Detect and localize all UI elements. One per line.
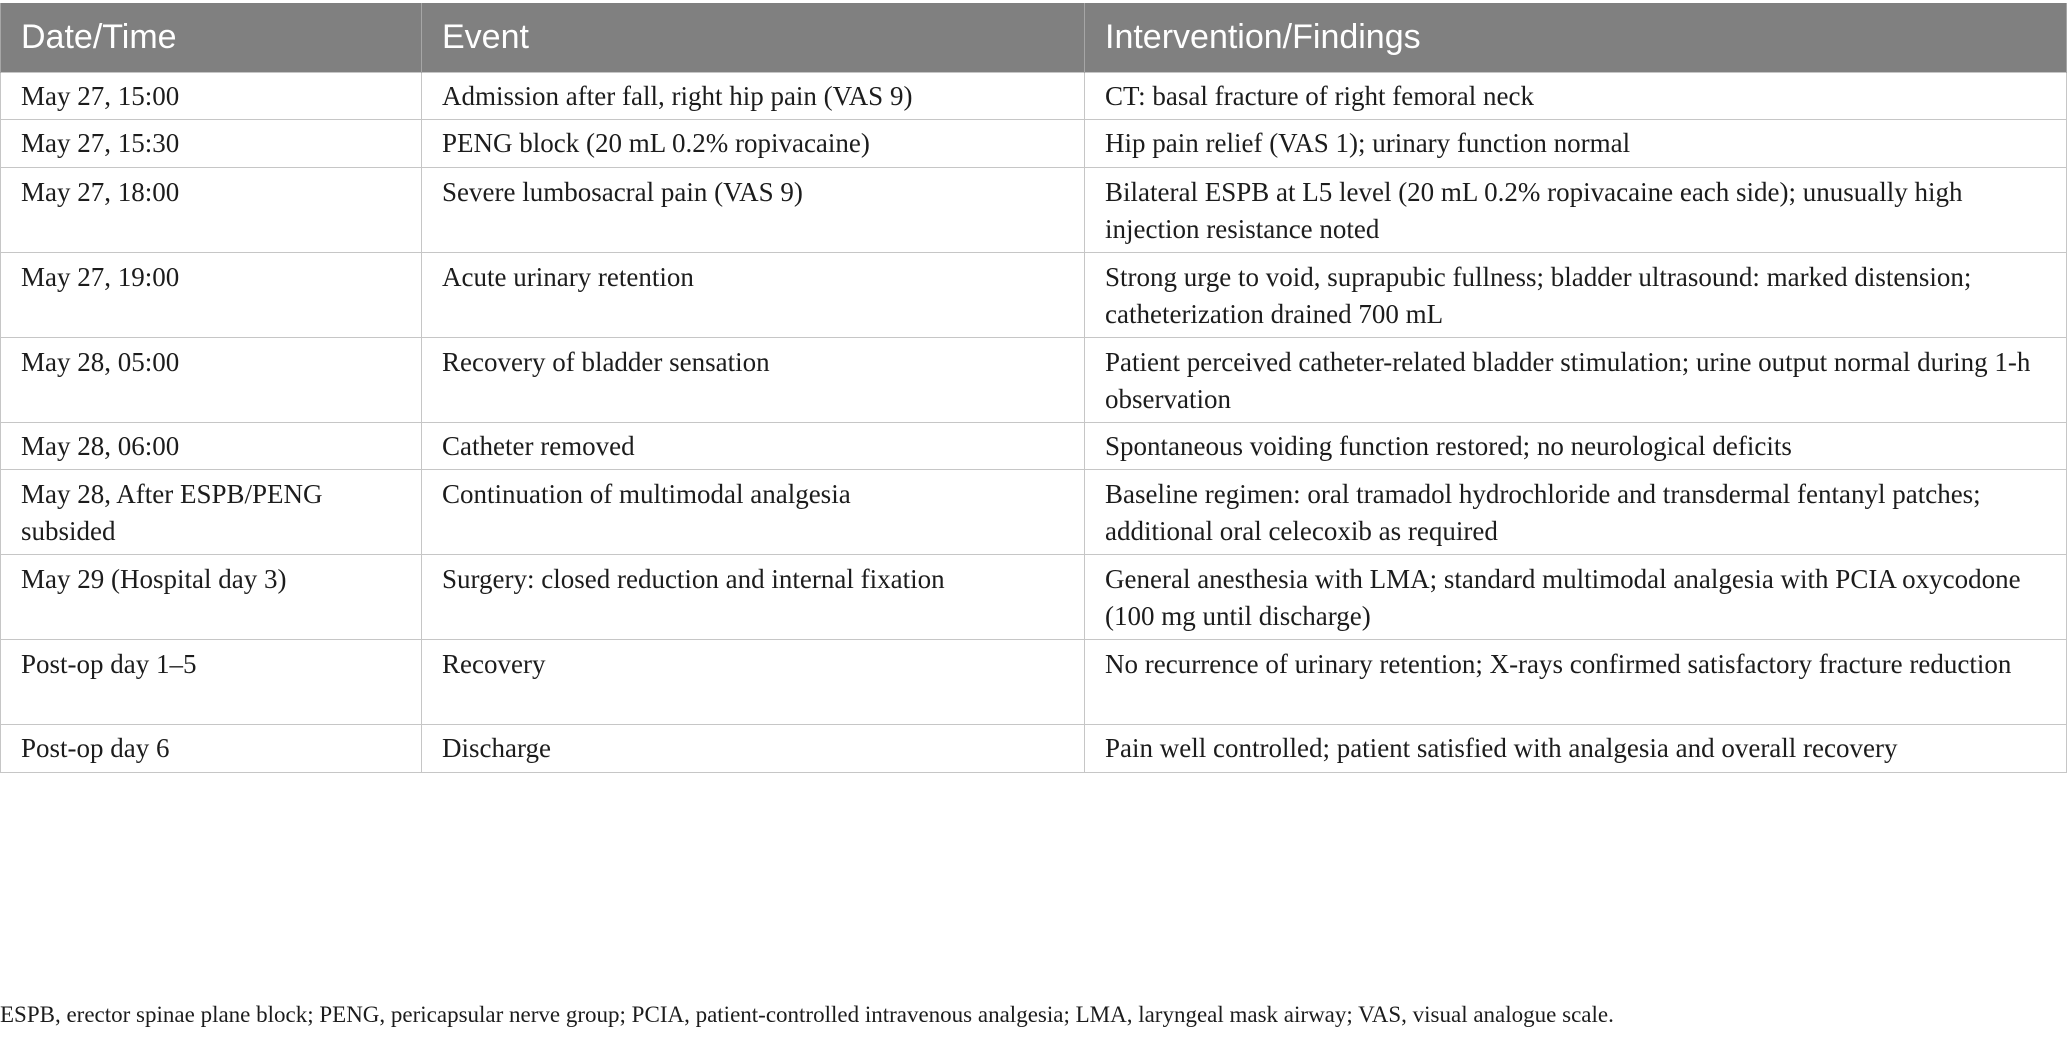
table-row xyxy=(1,639,2067,724)
header-event: Event xyxy=(422,3,1085,72)
cell-text: Post-op day 1–5 xyxy=(21,648,197,679)
cell-text: Baseline regimen: oral tramadol hydrochloride and transdermal fentanyl patches; additional oral celecoxib as required xyxy=(1105,478,1981,546)
header-row xyxy=(1,3,2067,72)
cell-date-time xyxy=(1,554,422,639)
cell-text: May 28, After ESPB/PENG subsided xyxy=(21,478,323,546)
table-row xyxy=(1,119,2067,167)
cell-date-time xyxy=(1,469,422,554)
cell-text: Post-op day 6 xyxy=(21,732,170,763)
cell-text: Recovery xyxy=(442,648,546,679)
cell-event xyxy=(422,252,1085,337)
cell-text: General anesthesia with LMA; standard multimodal analgesia with PCIA oxycodone (100 mg until discharge) xyxy=(1105,563,2021,631)
cell-text: Continuation of multimodal analgesia xyxy=(442,478,851,509)
cell-text: Severe lumbosacral pain (VAS 9) xyxy=(442,176,803,207)
cell-date-time xyxy=(1,252,422,337)
cell-intervention-findings xyxy=(1085,337,2067,422)
cell-text: Hip pain relief (VAS 1); urinary function normal xyxy=(1105,127,1631,158)
cell-text: Acute urinary retention xyxy=(442,261,694,292)
table-row xyxy=(1,469,2067,554)
cell-event xyxy=(422,337,1085,422)
cell-intervention-findings xyxy=(1085,724,2067,772)
cell-event xyxy=(422,422,1085,469)
cell-intervention-findings xyxy=(1085,252,2067,337)
cell-text: May 28, 05:00 xyxy=(21,346,180,377)
cell-event xyxy=(422,167,1085,252)
cell-intervention-findings xyxy=(1085,422,2067,469)
clinical-timeline-table xyxy=(0,3,2067,773)
cell-text: May 27, 19:00 xyxy=(21,261,180,292)
cell-text: May 28, 06:00 xyxy=(21,430,180,461)
cell-text: Pain well controlled; patient satisfied with analgesia and overall recovery xyxy=(1105,732,1898,763)
cell-intervention-findings xyxy=(1085,554,2067,639)
table-row xyxy=(1,554,2067,639)
table-row xyxy=(1,252,2067,337)
cell-text: Discharge xyxy=(442,732,551,763)
table-header xyxy=(1,3,2067,72)
cell-intervention-findings xyxy=(1085,72,2067,119)
cell-text: CT: basal fracture of right femoral neck xyxy=(1105,80,1534,111)
cell-intervention-findings xyxy=(1085,469,2067,554)
cell-text: Patient perceived catheter-related bladder stimulation; urine output normal during 1-h observation xyxy=(1105,346,2031,414)
cell-event xyxy=(422,72,1085,119)
cell-date-time xyxy=(1,337,422,422)
table-row xyxy=(1,72,2067,119)
cell-event xyxy=(422,639,1085,724)
cell-text: PENG block (20 mL 0.2% ropivacaine) xyxy=(442,127,870,158)
cell-text: May 27, 15:00 xyxy=(21,80,180,111)
cell-date-time xyxy=(1,639,422,724)
cell-date-time xyxy=(1,72,422,119)
cell-date-time xyxy=(1,119,422,167)
cell-event xyxy=(422,724,1085,772)
cell-text: Spontaneous voiding function restored; no neurological deficits xyxy=(1105,430,1792,461)
cell-intervention-findings xyxy=(1085,639,2067,724)
table-row xyxy=(1,724,2067,772)
cell-text: Catheter removed xyxy=(442,430,635,461)
cell-text: No recurrence of urinary retention; X-rays confirmed satisfactory fracture reduction xyxy=(1105,648,2012,679)
cell-text: May 27, 18:00 xyxy=(21,176,180,207)
cell-text: Recovery of bladder sensation xyxy=(442,346,770,377)
cell-text: May 29 (Hospital day 3) xyxy=(21,563,287,594)
cell-text: Surgery: closed reduction and internal fixation xyxy=(442,563,945,594)
header-date-time: Date/Time xyxy=(1,3,422,72)
cell-text: Admission after fall, right hip pain (VAS 9) xyxy=(442,80,913,111)
cell-intervention-findings xyxy=(1085,119,2067,167)
cell-event xyxy=(422,554,1085,639)
header-intervention-findings: Intervention/Findings xyxy=(1085,3,2067,72)
cell-text: May 27, 15:30 xyxy=(21,127,180,158)
cell-date-time xyxy=(1,167,422,252)
table-row xyxy=(1,167,2067,252)
table-row xyxy=(1,337,2067,422)
timeline-table-container xyxy=(0,3,2066,773)
table-row xyxy=(1,422,2067,469)
table-footnote: ESPB, erector spinae plane block; PENG, pericapsular nerve group; PCIA, patient-controlled intravenous analgesia; LMA, laryngeal mask airway; VAS, visual analogue scale. xyxy=(0,1002,1614,1027)
cell-event xyxy=(422,469,1085,554)
cell-intervention-findings xyxy=(1085,167,2067,252)
cell-text: Bilateral ESPB at L5 level (20 mL 0.2% ropivacaine each side); unusually high injection resistance noted xyxy=(1105,176,1963,244)
cell-date-time xyxy=(1,724,422,772)
cell-event xyxy=(422,119,1085,167)
cell-text: Strong urge to void, suprapubic fullness; bladder ultrasound: marked distension; catheterization drained 700 mL xyxy=(1105,261,1972,329)
cell-date-time xyxy=(1,422,422,469)
table-body xyxy=(1,72,2067,772)
